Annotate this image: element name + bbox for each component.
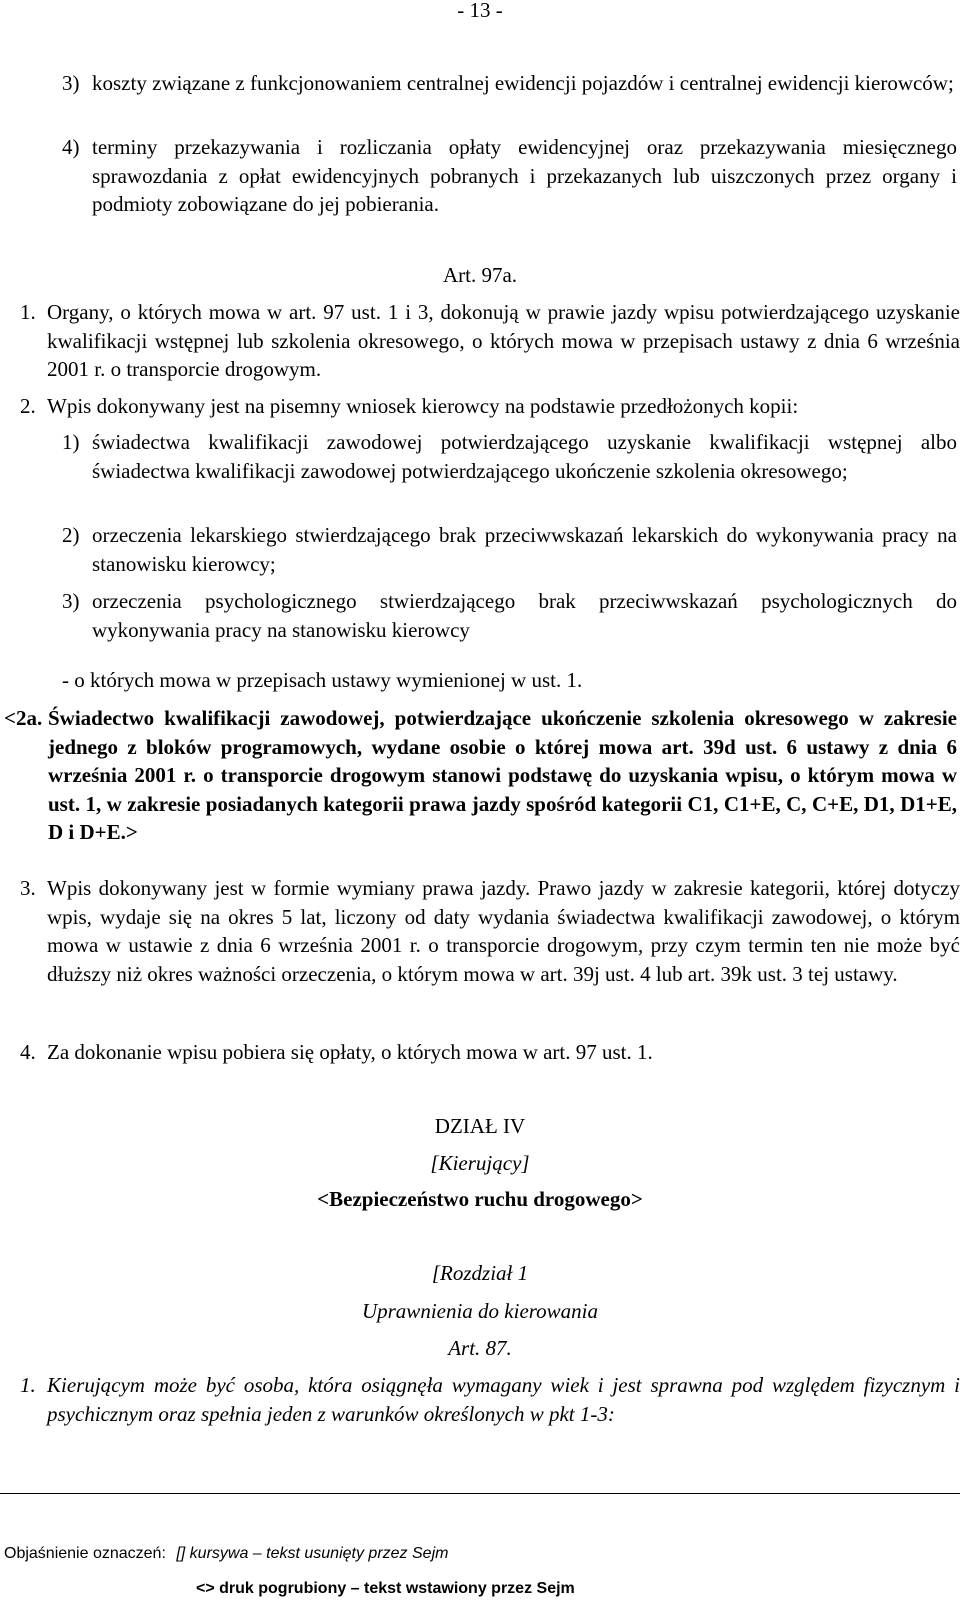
article-heading: Art. 97a. [442, 263, 518, 287]
list-item-number: 4) [62, 135, 80, 159]
paragraph-number: 2. [20, 394, 36, 418]
division-title-removed: [Kierujący] [430, 1151, 530, 1175]
list-item [62, 587, 957, 644]
paragraph-text: Świadectwo kwalifikacji zawodowej, potwierdzające ukończenie szkolenia okresowego w zakresie jednego z bloków programowych, wydane osobie o której mowa art. 39d ust. 6 ustawy z dnia 6 września 2001 r. o transporcie drogowym stanowi podstawę do uzyskania wpisu, o którym mowa w ust. 1, w zakresie posiadanych kategorii prawa jazdy spośród kategorii C1, C1+E, C, C+E, D1, D1+E, D i D+E.> [48, 706, 957, 844]
paragraph-3 [20, 874, 960, 988]
footnote-italic-note: [] kursywa – tekst usunięty przez Sejm [176, 1545, 449, 1562]
footnote-label: Objaśnienie oznaczeń: [4, 1545, 166, 1562]
list-item-number: 2) [62, 523, 80, 547]
list-item [62, 133, 957, 219]
paragraph-number: 1. [20, 300, 36, 324]
list-item-text: świadectwa kwalifikacji zawodowej potwierdzającego uzyskanie kwalifikacji wstępnej albo świadectwa kwalifikacji zawodowej potwierdzającego ukończenie szkolenia okresowego; [92, 430, 957, 483]
paragraph-2a-inserted [4, 704, 957, 847]
division-title: DZIAŁ IV [434, 1114, 526, 1138]
paragraph-text: Organy, o których mowa w art. 97 ust. 1 i 3, dokonują w prawie jazdy wpisu potwierdzającego uzyskanie kwalifikacji wstępnej lub szkolenia okresowego, o których mowa w przepisach ustawy z dnia 6 września 2001 r. o transporcie drogowym. [47, 300, 960, 381]
paragraph-2 [20, 392, 960, 421]
list-item-text: koszty związane z funkcjonowaniem centralnej ewidencji pojazdów i centralnej ewidencji kierowców; [92, 71, 954, 95]
paragraph-1 [20, 298, 960, 384]
list-item-number: 3) [62, 589, 80, 613]
chapter-subtitle: Uprawnienia do kierowania [361, 1299, 599, 1323]
paragraph-text: Kierującym może być osoba, która osiągnęła wymagany wiek i jest sprawna pod względem fizycznym i psychicznym oraz spełnia jeden z warunków określonych w pkt 1-3: [47, 1373, 960, 1426]
list-item-number: 3) [62, 71, 80, 95]
list-item-text: orzeczenia psychologicznego stwierdzającego brak przeciwwskazań psychologicznych do wykonywania pracy na stanowisku kierowcy [92, 589, 957, 642]
list-item [62, 428, 957, 485]
list-item [62, 521, 957, 578]
paragraph-text: Wpis dokonywany jest w formie wymiany prawa jazdy. Prawo jazdy w zakresie kategorii, której dotyczy wpis, wydaje się na okres 5 lat, liczony od daty wydania świadectwa kwalifikacji zawodowej, o którym mowa w ustawie z dnia 6 września 2001 r. o transporcie drogowym, przy czym termin ten nie może być dłuższy niż okres ważności orzeczenia, o którym mowa w art. 39j ust. 4 lub art. 39k ust. 3 tej ustawy. [47, 876, 960, 986]
paragraph-number: 1. [20, 1373, 36, 1397]
article-heading: Art. 87. [448, 1336, 512, 1360]
paragraph-text: Za dokonanie wpisu pobiera się opłaty, o których mowa w art. 97 ust. 1. [47, 1040, 653, 1064]
chapter-title: [Rozdział 1 [431, 1261, 529, 1285]
division-title-added: <Bezpieczeństwo ruchu drogowego> [317, 1187, 643, 1211]
list-item-text: terminy przekazywania i rozliczania opłaty ewidencyjnej oraz przekazywania miesięcznego sprawozdania z opłat ewidencyjnych pobranych i przekazanych lub uiszczonych przez organy i podmioty zobowiązane do jej pobierania. [92, 135, 957, 216]
page-number: - 13 - [457, 0, 503, 22]
paragraph-number: <2a. [4, 706, 43, 730]
paragraph-text: Wpis dokonywany jest na pisemny wniosek kierowcy na podstawie przedłożonych kopii: [47, 394, 799, 418]
footnote-legend [4, 1544, 448, 1564]
list-item-number: 1) [62, 430, 80, 454]
paragraph-4 [20, 1038, 960, 1067]
paragraph-number: 4. [20, 1040, 36, 1064]
footnote-bold-note: <> druk pogrubiony – tekst wstawiony przez Sejm [196, 1580, 575, 1597]
paragraph-number: 3. [20, 876, 36, 900]
list-item [62, 69, 957, 98]
footnote-divider [0, 1493, 960, 1494]
list-item-text: orzeczenia lekarskiego stwierdzającego brak przeciwwskazań lekarskich do wykonywania pracy na stanowisku kierowcy; [92, 523, 957, 576]
paragraph-2-tail: - o których mowa w przepisach ustawy wymienionej w ust. 1. [62, 668, 583, 692]
chapter-paragraph-1 [20, 1371, 960, 1428]
